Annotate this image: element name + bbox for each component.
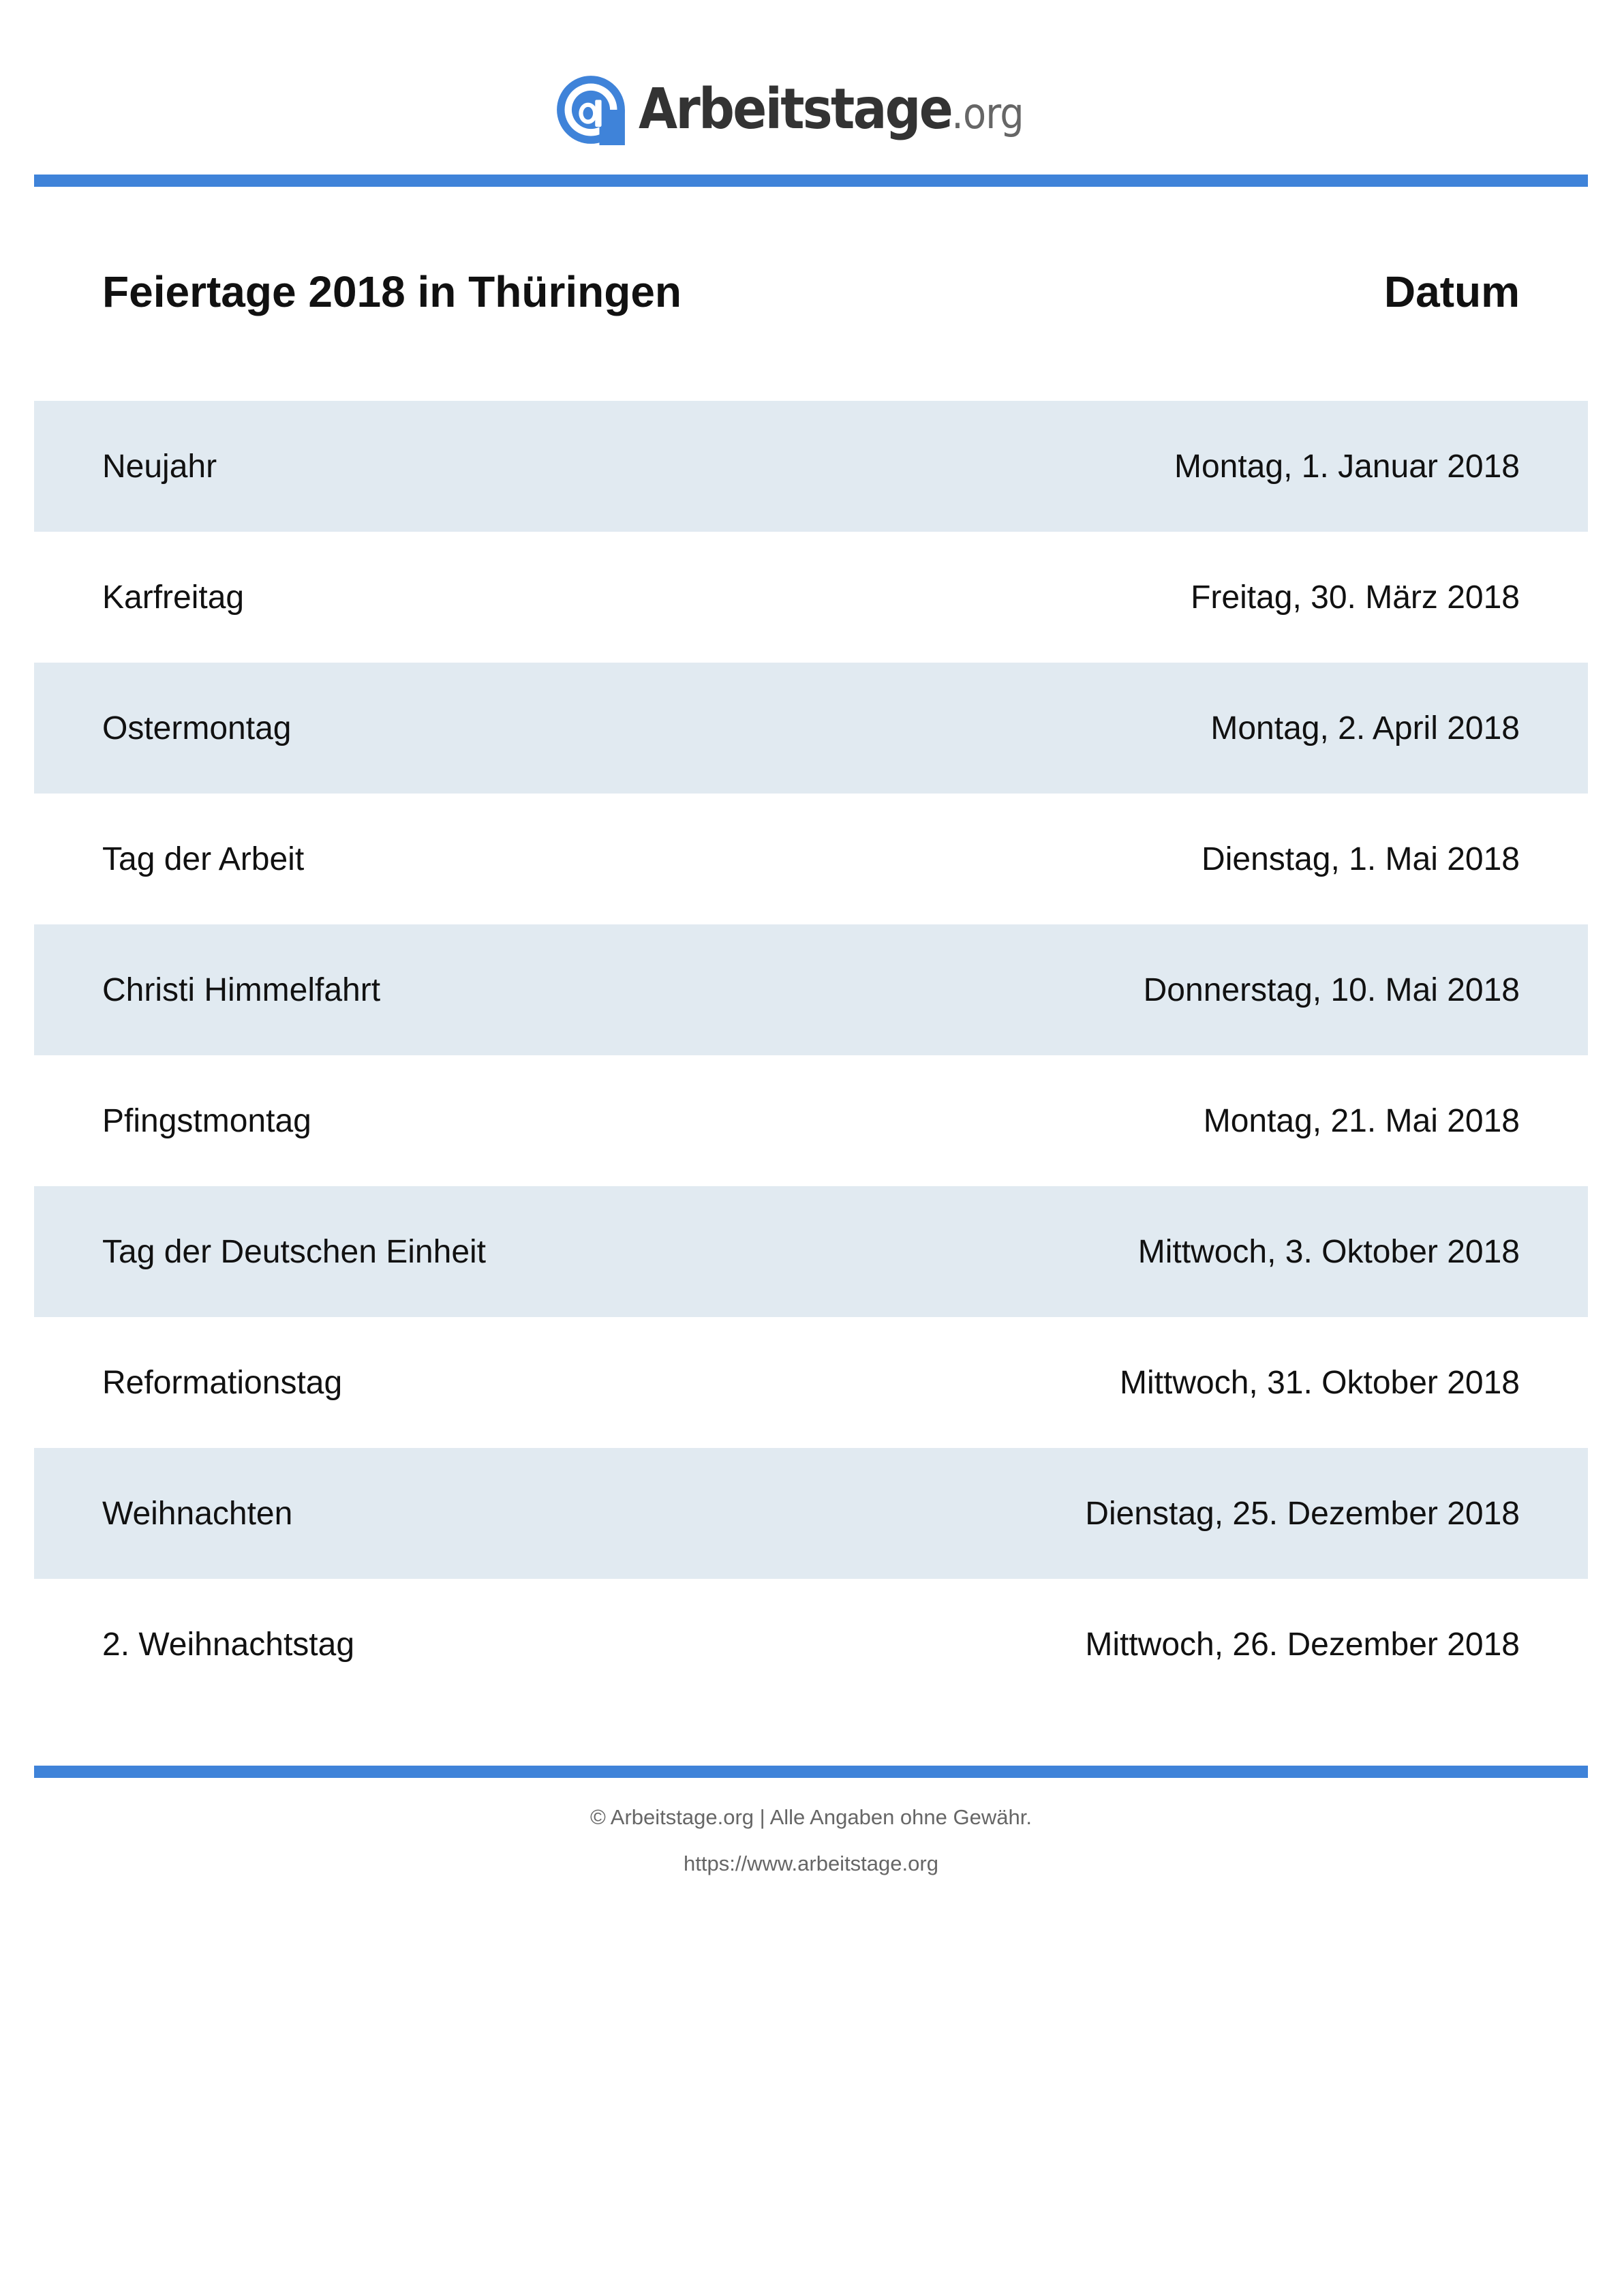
logo-wordmark — [639, 77, 1024, 142]
table-row — [34, 1186, 1588, 1317]
table-row — [34, 663, 1588, 794]
holiday-date: Donnerstag, 10. Mai 2018 — [1143, 971, 1520, 1008]
holiday-date: Dienstag, 1. Mai 2018 — [1202, 841, 1520, 877]
logo — [0, 72, 1622, 147]
table-row — [34, 1055, 1588, 1186]
holiday-date: Dienstag, 25. Dezember 2018 — [1085, 1495, 1520, 1532]
holiday-date: Mittwoch, 31. Oktober 2018 — [1120, 1364, 1520, 1401]
holiday-name: Christi Himmelfahrt — [102, 971, 381, 1008]
table-row — [34, 1579, 1588, 1710]
holiday-date: Montag, 21. Mai 2018 — [1203, 1102, 1520, 1139]
holiday-date: Mittwoch, 3. Oktober 2018 — [1137, 1233, 1520, 1270]
logo-tld: .org — [951, 89, 1024, 138]
holiday-name: Pfingstmontag — [102, 1102, 311, 1139]
header-divider — [34, 175, 1588, 187]
table-header — [34, 251, 1588, 333]
table-row — [34, 794, 1588, 924]
table-row — [34, 1448, 1588, 1579]
table-title: Feiertage 2018 in Thüringen — [102, 267, 682, 316]
date-column-header: Datum — [1383, 267, 1520, 316]
holiday-table — [34, 401, 1588, 1710]
holiday-name: Neujahr — [102, 448, 217, 485]
holiday-date: Montag, 2. April 2018 — [1210, 710, 1520, 746]
table-row — [34, 532, 1588, 663]
table-row — [34, 1317, 1588, 1448]
holiday-name: Tag der Deutschen Einheit — [102, 1233, 487, 1270]
holiday-name: Ostermontag — [102, 710, 292, 746]
holiday-name: Karfreitag — [102, 579, 245, 616]
holiday-name: Weihnachten — [102, 1495, 293, 1532]
table-row — [34, 401, 1588, 532]
holiday-date: Mittwoch, 26. Dezember 2018 — [1085, 1626, 1520, 1663]
footer-copyright: © Arbeitstage.org | Alle Angaben ohne Gewähr. — [590, 1805, 1032, 1829]
at-sign-icon — [555, 74, 626, 145]
holiday-name: 2. Weihnachtstag — [102, 1626, 355, 1663]
holiday-date: Montag, 1. Januar 2018 — [1174, 448, 1520, 485]
footer-url[interactable]: https://www.arbeitstage.org — [684, 1852, 938, 1875]
holiday-name: Tag der Arbeit — [102, 841, 305, 877]
table-row — [34, 924, 1588, 1055]
holiday-name: Reformationstag — [102, 1364, 343, 1401]
footer-divider — [34, 1766, 1588, 1778]
logo-name: Arbeitstage — [639, 77, 952, 142]
holiday-date: Freitag, 30. März 2018 — [1191, 579, 1520, 616]
